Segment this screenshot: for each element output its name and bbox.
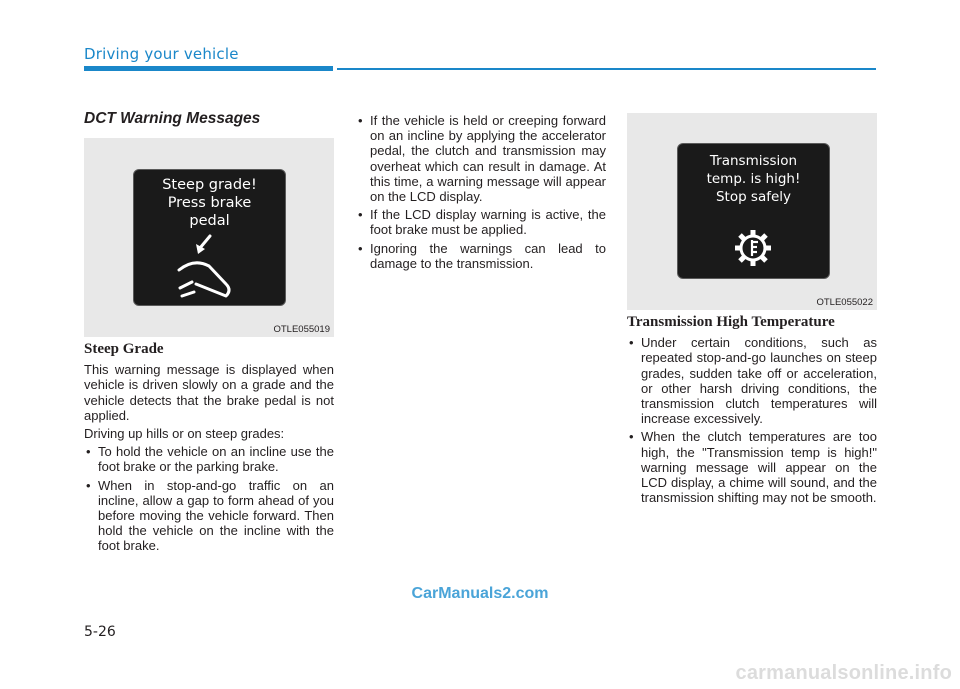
lcd-line-2: temp. is high!	[706, 171, 801, 187]
steep-grade-section	[84, 342, 334, 557]
lcd-line-3: Stop safely	[715, 189, 792, 205]
paragraph: This warning message is displayed when vehicle is driven slowly on a grade and the vehicle detects that the brake pedal is not applied.	[84, 362, 334, 423]
header-rule-thin	[337, 68, 876, 70]
list-item: • If the vehicle is held or creeping forward on an incline by applying the accelerator pedal, the clutch and transmission may overheat which can result in damage. At this time, a warning message will appear on the LCD display.	[356, 113, 606, 204]
subtitle-transmission-temp: Transmission High Temperature	[627, 314, 835, 330]
watermark-link[interactable]: CarManuals2.com	[411, 585, 549, 602]
figure-code: OTLE055019	[273, 324, 330, 335]
section-header: Driving your vehicle	[84, 45, 239, 63]
transmission-temperature-icon	[733, 228, 773, 268]
brake-pedal-icon	[134, 228, 285, 308]
bullet-list	[627, 335, 877, 505]
list-item: • To hold the vehicle on an incline use the foot brake or the parking brake.	[84, 444, 334, 474]
watermark-footer: carmanualsonline.info	[735, 662, 952, 684]
list-item: • When in stop-and-go traffic on an incline, allow a gap to form ahead of you before moving the vehicle forward. Then hold the vehicle on the incline with the foot brake.	[84, 478, 334, 554]
list-item: • If the LCD display warning is active, the foot brake must be applied.	[356, 207, 606, 237]
figure-code: OTLE055022	[816, 297, 873, 308]
lcd-transmission-temp	[677, 143, 830, 279]
list-item: • When the clutch temperatures are too high, the "Transmission temp is high!" warning message will appear on the LCD display, a chime will sound, and the transmission shifting may not be smooth.	[627, 429, 877, 505]
bullet-list	[84, 444, 334, 553]
list-item: • Under certain conditions, such as repeated stop-and-go launches on steep grades, sudden take off or acceleration, or other harsh driving conditions, the transmission clutch temperatures will increase excessively.	[627, 335, 877, 426]
lcd-line-1: Steep grade!	[162, 177, 257, 193]
lcd-line-3: pedal	[189, 213, 230, 229]
left-column	[84, 111, 334, 126]
transmission-temp-section	[627, 315, 877, 508]
steep-grade-figure	[84, 138, 334, 337]
section-title: DCT Warning Messages	[84, 110, 261, 127]
lcd-steep-grade	[133, 169, 286, 306]
transmission-temp-figure	[627, 113, 877, 310]
lcd-line-2: Press brake	[167, 195, 252, 211]
paragraph: Driving up hills or on steep grades:	[84, 426, 285, 442]
subtitle-steep-grade: Steep Grade	[84, 341, 164, 357]
bullet-list	[356, 113, 606, 271]
page-number: 5-26	[84, 624, 116, 640]
middle-column	[356, 113, 606, 274]
header-rule-thick	[84, 66, 333, 71]
list-item: • Ignoring the warnings can lead to damage to the transmission.	[356, 241, 606, 271]
lcd-line-1: Transmission	[709, 153, 798, 169]
